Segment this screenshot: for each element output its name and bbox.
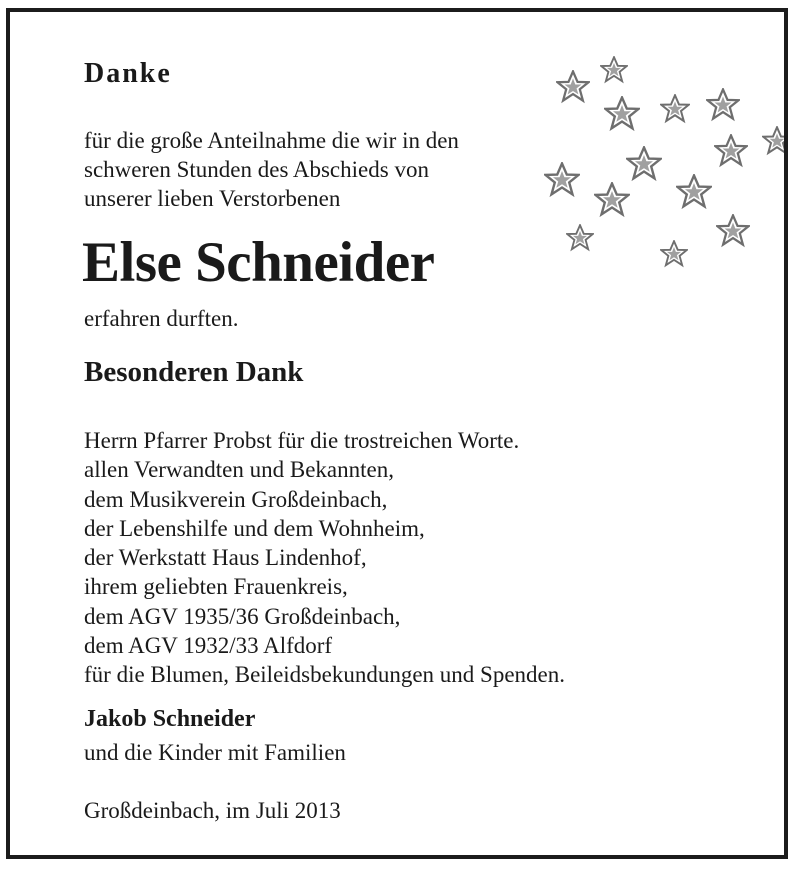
- obituary-notice: [6, 8, 788, 859]
- deceased-name: Else Schneider: [82, 231, 435, 294]
- intro-end-text: erfahren durften.: [84, 306, 239, 331]
- intro-line: schweren Stunden des Abschieds von: [84, 157, 429, 182]
- thanks-line: Herrn Pfarrer Probst für die trostreichen Worte.: [84, 428, 520, 453]
- intro-line: unserer lieben Verstorbenen: [84, 186, 341, 211]
- intro-text: [84, 126, 459, 213]
- signer-family: und die Kinder mit Familien: [84, 740, 346, 765]
- thanks-list: [84, 426, 565, 690]
- thanks-line: der Lebenshilfe und dem Wohnheim,: [84, 515, 425, 541]
- place-date: Großdeinbach, im Juli 2013: [84, 798, 341, 823]
- thanks-line: dem Musikverein Großdeinbach,: [84, 486, 388, 512]
- stars-icon: [530, 42, 784, 282]
- greeting-heading: Danke: [84, 58, 172, 89]
- thanks-line: der Werkstatt Haus Lindenhof,: [84, 545, 367, 571]
- intro-line: für die große Anteilnahme die wir in den: [84, 128, 459, 153]
- thanks-line: dem AGV 1935/36 Großdeinbach,: [84, 603, 401, 629]
- thanks-line: allen Verwandten und Bekannten,: [84, 457, 394, 483]
- signer-name: Jakob Schneider: [84, 706, 256, 732]
- thanks-line: dem AGV 1932/33 Alfdorf: [84, 633, 333, 659]
- thanks-line: ihrem geliebten Frauenkreis,: [84, 574, 348, 600]
- special-thanks-heading: Besonderen Dank: [84, 356, 304, 388]
- thanks-line: für die Blumen, Beileidsbekundungen und Spenden.: [84, 662, 566, 688]
